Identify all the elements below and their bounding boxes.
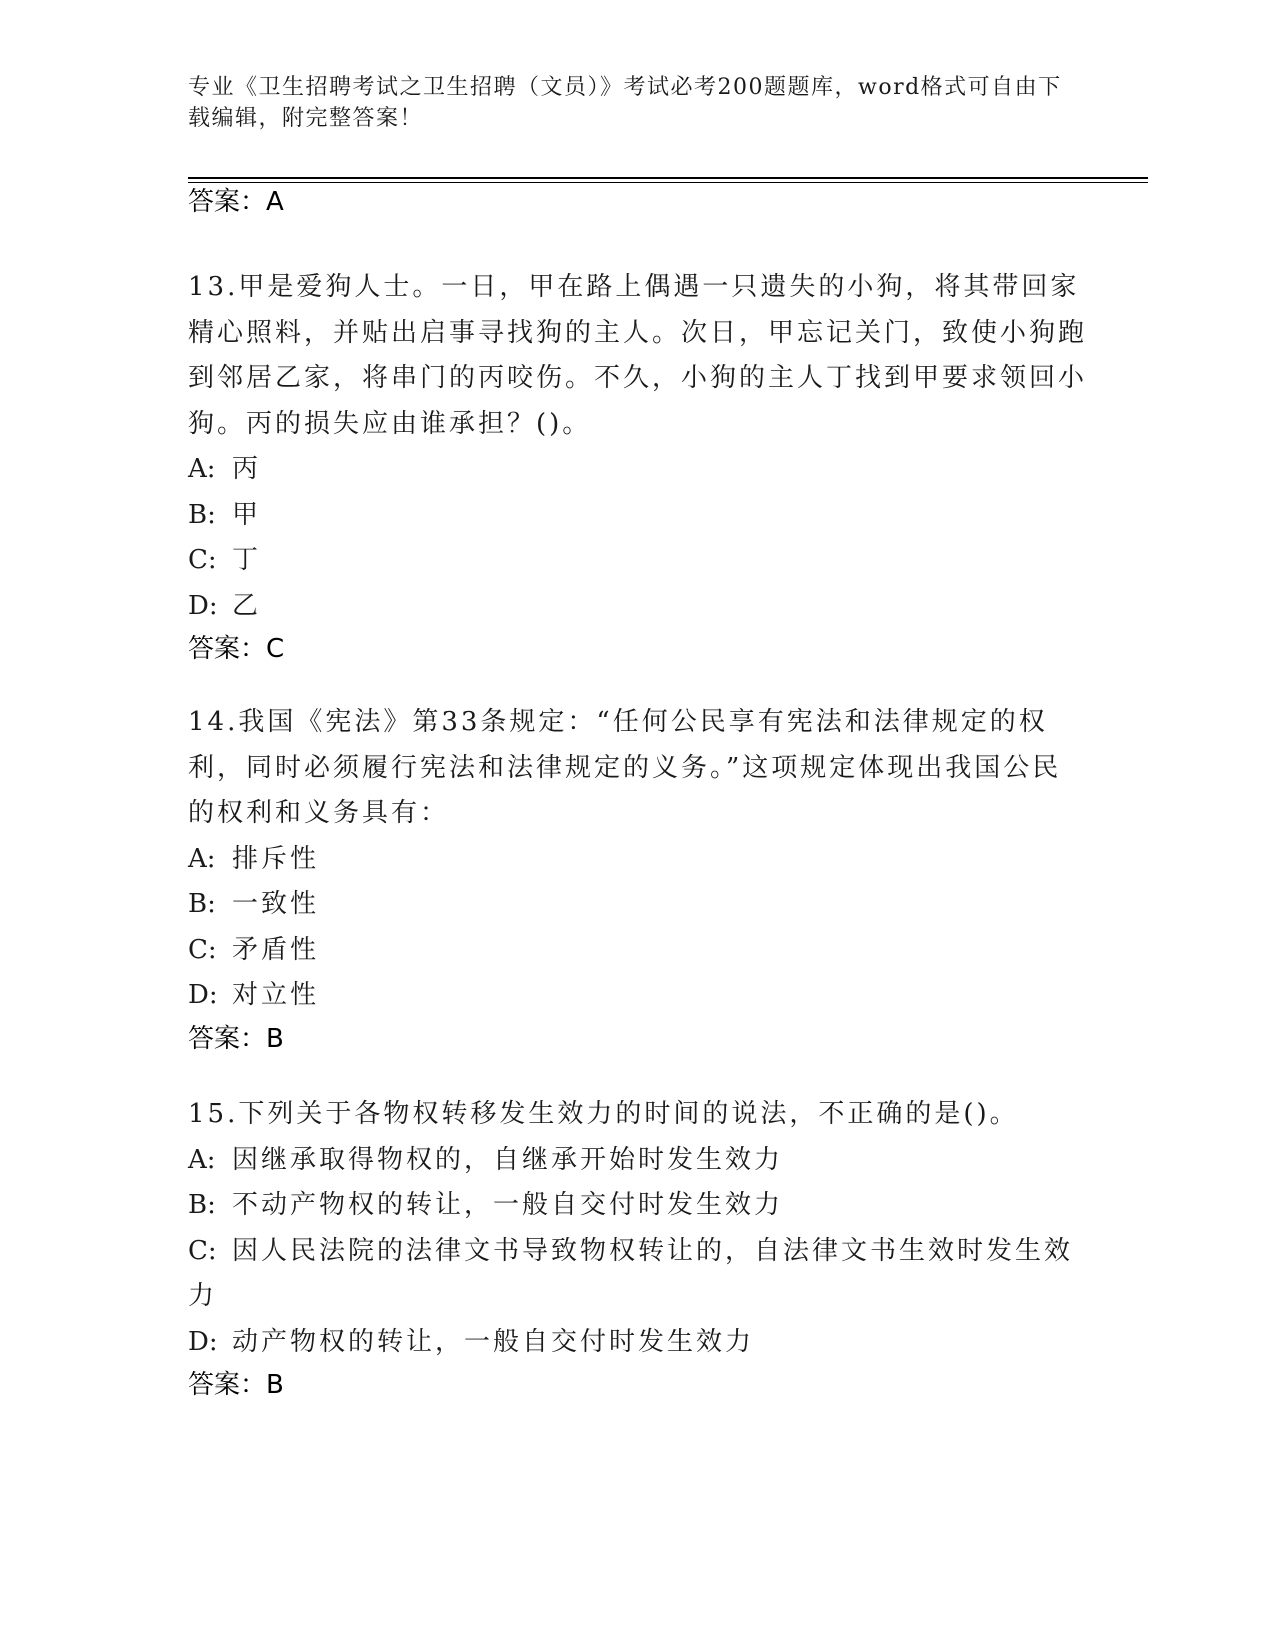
- option-text: 对立性: [232, 980, 320, 1010]
- question-13: [188, 265, 1088, 665]
- option-d: [188, 973, 1088, 1019]
- option-text: 不动产物权的转让，一般自交付时发生效力: [232, 1190, 784, 1220]
- option-a: [188, 837, 1088, 883]
- option-text: 因继承取得物权的，自继承开始时发生效力: [232, 1144, 784, 1175]
- option-text: 因人民法院的法律文书导致物权转让的，自法律文书生效时发生效力: [188, 1235, 1074, 1311]
- header-divider-thin: [188, 182, 1148, 183]
- option-a: [188, 1138, 1088, 1184]
- option-letter: D:: [188, 980, 218, 1010]
- header-divider: [188, 177, 1148, 179]
- option-d: [188, 1320, 1088, 1366]
- option-text: 丙: [232, 454, 262, 484]
- question-15: [188, 1092, 1088, 1401]
- answer-line: 答案：C: [188, 634, 285, 664]
- option-text: 甲: [232, 499, 262, 530]
- option-d: [188, 584, 1088, 630]
- answer-line: 答案：B: [188, 1023, 284, 1054]
- option-text: 动产物权的转让，一般自交付时发生效力: [232, 1326, 755, 1357]
- option-letter: B:: [188, 499, 216, 530]
- question-stem: 15.下列关于各物权转移发生效力的时间的说法，不正确的是()。: [188, 1099, 1019, 1129]
- option-letter: A:: [188, 843, 216, 874]
- option-b: [188, 1183, 1088, 1229]
- answer-line-previous: 答案：A: [188, 187, 284, 217]
- option-b: [188, 493, 1088, 539]
- option-letter: B:: [188, 1190, 216, 1220]
- option-b: [188, 882, 1088, 928]
- option-c: [188, 928, 1088, 974]
- option-text: 丁: [232, 545, 262, 575]
- option-text: 乙: [232, 590, 262, 621]
- option-c: [188, 1229, 1088, 1320]
- question-stem: 13.甲是爱狗人士。一日，甲在路上偶遇一只遗失的小狗，将其带回家精心照料，并贴出启事寻找狗的主人。次日，甲忘记关门，致使小狗跑到邻居乙家，将串门的丙咬伤。不久，小狗的主人丁找到甲要求领回小狗。丙的损失应由谁承担？()。: [188, 272, 1088, 439]
- option-text: 一致性: [232, 889, 320, 919]
- option-text: 矛盾性: [232, 934, 320, 965]
- option-letter: C:: [188, 934, 217, 965]
- option-text: 排斥性: [232, 843, 320, 874]
- option-letter: A:: [188, 454, 216, 484]
- question-stem: 14.我国《宪法》第33条规定：“任何公民享有宪法和法律规定的权利，同时必须履行宪法和法律规定的义务。”这项规定体现出我国公民的权利和义务具有：: [188, 707, 1062, 828]
- question-14: [188, 700, 1088, 1055]
- option-letter: D:: [188, 590, 218, 621]
- option-letter: B:: [188, 889, 216, 919]
- option-letter: A:: [188, 1144, 216, 1175]
- answer-line: 答案：B: [188, 1370, 284, 1400]
- option-a: [188, 447, 1088, 493]
- option-letter: D:: [188, 1326, 218, 1357]
- document-header: 专业《卫生招聘考试之卫生招聘（文员）》考试必考200题题库，word格式可自由下载编辑，附完整答案！: [188, 75, 1062, 131]
- option-c: [188, 538, 1088, 584]
- option-letter: C:: [188, 545, 217, 575]
- option-letter: C:: [188, 1235, 217, 1266]
